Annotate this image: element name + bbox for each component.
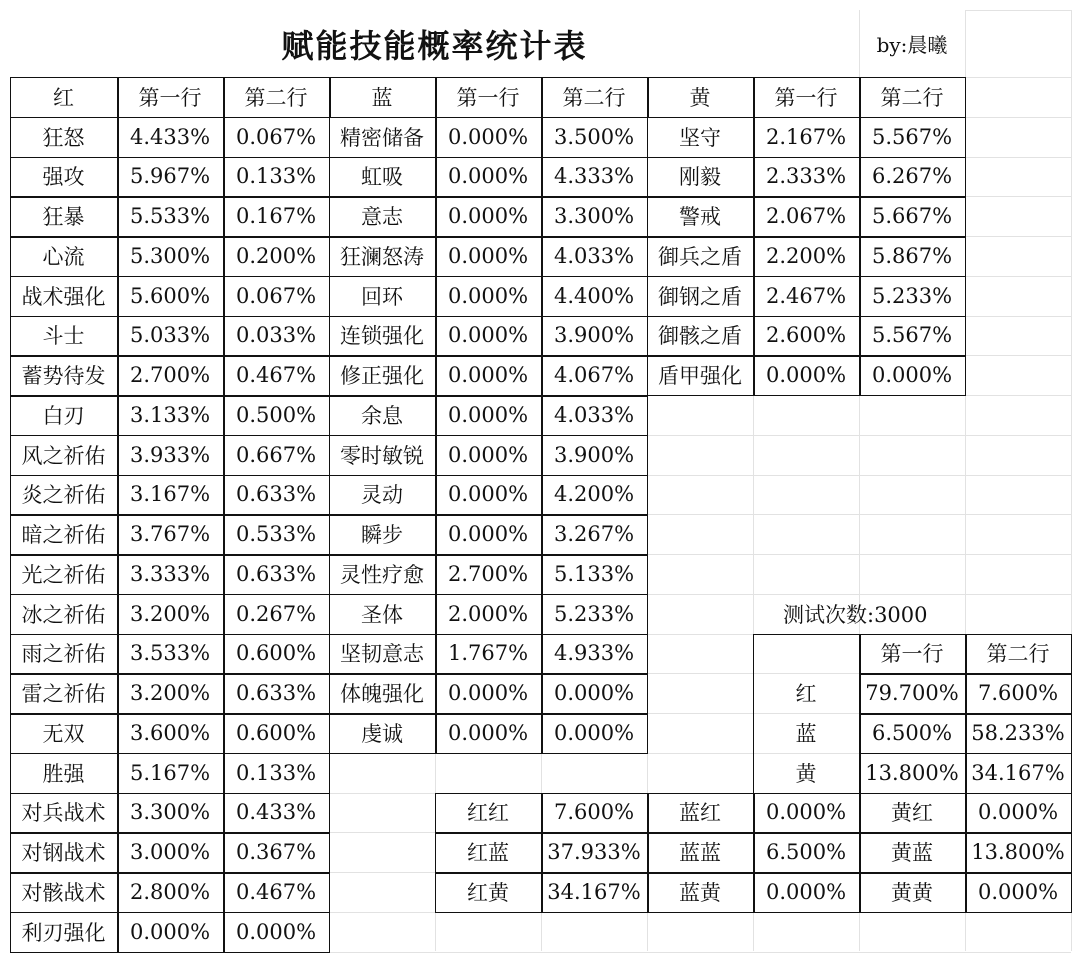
- red-skill-row2: 0.467%: [235, 363, 317, 388]
- yellow-skill-row2: 5.667%: [871, 204, 953, 229]
- cell-border: [329, 713, 647, 715]
- red-skill-row1: 5.167%: [129, 760, 211, 785]
- blue-skill-name: 连锁强化: [340, 324, 424, 349]
- combo-value: 0.000%: [765, 800, 847, 825]
- blue-skill-row1: 0.000%: [447, 363, 529, 388]
- blue-skill-row2: 3.267%: [553, 522, 635, 547]
- red-skill-row1: 5.967%: [129, 164, 211, 189]
- blue-skill-row2: 4.033%: [553, 243, 635, 268]
- cell-border: [753, 77, 755, 117]
- red-skill-row2: 0.633%: [235, 561, 317, 586]
- header-yellow: 黄: [689, 85, 711, 110]
- blue-skill-row2: 3.900%: [553, 442, 635, 467]
- summary-row1: 13.800%: [865, 760, 959, 785]
- cell-border: [647, 276, 965, 278]
- red-skill-row1: 3.200%: [129, 681, 211, 706]
- red-skill-name: 斗士: [42, 324, 85, 349]
- cell-border: [435, 77, 437, 117]
- blue-skill-row1: 0.000%: [447, 402, 529, 427]
- red-skill-name: 雷之祈佑: [21, 682, 106, 707]
- cell-border: [541, 793, 543, 912]
- red-skill-name: 冰之祈佑: [21, 602, 106, 627]
- red-skill-row1: 3.167%: [129, 482, 211, 507]
- red-skill-row2: 0.500%: [235, 402, 317, 427]
- combo-value: 0.000%: [977, 879, 1059, 904]
- combo-value: 34.167%: [547, 879, 641, 904]
- header-yellow-row1: 第一行: [774, 85, 838, 110]
- author-label: by:晨曦: [859, 10, 965, 77]
- combo-value: 0.000%: [977, 800, 1059, 825]
- cell-border: [859, 793, 861, 912]
- red-skill-row1: 5.300%: [129, 243, 211, 268]
- red-skill-row2: 0.200%: [235, 243, 317, 268]
- blue-skill-row1: 1.767%: [447, 641, 529, 666]
- red-skill-row2: 0.367%: [235, 840, 317, 865]
- summary-row1: 79.700%: [865, 681, 959, 706]
- red-skill-row2: 0.133%: [235, 164, 317, 189]
- blue-skill-row1: 0.000%: [447, 124, 529, 149]
- header-blue-row1: 第一行: [456, 85, 520, 110]
- cell-border: [10, 634, 329, 636]
- red-skill-name: 强攻: [42, 165, 85, 190]
- cell-border: [117, 117, 119, 952]
- table-border: [647, 117, 966, 396]
- red-skill-name: 利刃强化: [21, 920, 106, 945]
- yellow-skill-row2: 5.567%: [871, 124, 953, 149]
- red-skill-row2: 0.133%: [235, 760, 317, 785]
- red-skill-row2: 0.600%: [235, 720, 317, 745]
- combo-label: 黄黄: [891, 880, 933, 905]
- red-skill-row1: 3.200%: [129, 601, 211, 626]
- combo-value: 6.500%: [765, 840, 847, 865]
- blue-skill-row2: 4.033%: [553, 402, 635, 427]
- blue-skill-row2: 0.000%: [553, 720, 635, 745]
- blue-skill-row1: 0.000%: [447, 522, 529, 547]
- red-skill-row1: 5.533%: [129, 204, 211, 229]
- blue-skill-name: 瞬步: [361, 523, 403, 548]
- summary-row2: 58.233%: [971, 720, 1065, 745]
- red-skill-row1: 5.600%: [129, 283, 211, 308]
- blue-skill-row2: 3.300%: [553, 204, 635, 229]
- blue-skill-row1: 2.700%: [447, 561, 529, 586]
- red-skill-row2: 0.267%: [235, 601, 317, 626]
- yellow-skill-name: 盾甲强化: [658, 364, 742, 389]
- cell-border: [10, 793, 329, 795]
- cell-border: [329, 157, 647, 159]
- red-skill-row1: 3.333%: [129, 561, 211, 586]
- cell-border: [647, 157, 965, 159]
- red-skill-row1: 3.533%: [129, 641, 211, 666]
- cell-border: [10, 514, 329, 516]
- blue-skill-row1: 0.000%: [447, 442, 529, 467]
- blue-skill-row2: 3.900%: [553, 323, 635, 348]
- header-red: 红: [53, 85, 74, 110]
- cell-border: [10, 832, 329, 834]
- summary-color: 红: [795, 682, 817, 707]
- blue-skill-name: 零时敏锐: [340, 443, 424, 468]
- red-skill-row1: 3.000%: [129, 840, 211, 865]
- cell-border: [435, 832, 1071, 834]
- cell-border: [329, 236, 647, 238]
- cell-border: [859, 77, 861, 117]
- cell-border: [753, 117, 755, 395]
- cell-border: [859, 753, 1071, 755]
- cell-border: [859, 117, 861, 395]
- cell-border: [10, 713, 329, 715]
- cell-border: [329, 475, 647, 477]
- test-count-label: 测试次数:3000: [783, 602, 928, 627]
- combo-value: 7.600%: [553, 800, 635, 825]
- blue-skill-row1: 0.000%: [447, 323, 529, 348]
- cell-border: [647, 793, 649, 912]
- combo-value: 0.000%: [765, 879, 847, 904]
- blue-skill-name: 体魄强化: [340, 682, 424, 707]
- combo-label: 红黄: [467, 880, 509, 905]
- cell-border: [329, 514, 647, 516]
- cell-border: [647, 316, 965, 318]
- red-skill-row2: 0.533%: [235, 522, 317, 547]
- red-skill-row2: 0.033%: [235, 323, 317, 348]
- blue-skill-row1: 2.000%: [447, 601, 529, 626]
- cell-border: [10, 912, 329, 914]
- red-skill-row2: 0.433%: [235, 800, 317, 825]
- table-border: [10, 77, 966, 118]
- cell-border: [329, 634, 647, 636]
- red-skill-name: 狂暴: [42, 205, 85, 230]
- cell-border: [329, 673, 647, 675]
- red-skill-row1: 4.433%: [129, 124, 211, 149]
- yellow-skill-row1: 2.067%: [765, 204, 847, 229]
- yellow-skill-row1: 2.167%: [765, 124, 847, 149]
- blue-skill-row2: 0.000%: [553, 681, 635, 706]
- yellow-skill-name: 警戒: [679, 205, 721, 230]
- combo-value: 37.933%: [547, 840, 641, 865]
- blue-skill-row1: 0.000%: [447, 164, 529, 189]
- cell-border: [10, 435, 329, 437]
- red-skill-row2: 0.167%: [235, 204, 317, 229]
- red-skill-name: 无双: [42, 721, 85, 746]
- red-skill-name: 白刃: [42, 403, 85, 428]
- red-skill-row1: 3.933%: [129, 442, 211, 467]
- cell-border: [329, 276, 647, 278]
- yellow-skill-row1: 2.600%: [765, 323, 847, 348]
- red-skill-row1: 3.300%: [129, 800, 211, 825]
- cell-border: [859, 713, 1071, 715]
- cell-border: [859, 673, 1071, 675]
- blue-skill-row1: 0.000%: [447, 720, 529, 745]
- cell-border: [965, 793, 967, 912]
- red-skill-name: 狂怒: [42, 125, 85, 150]
- blue-skill-row2: 4.333%: [553, 164, 635, 189]
- red-skill-row2: 0.600%: [235, 641, 317, 666]
- table-border: [10, 117, 330, 953]
- summary-header-row2: 第二行: [986, 642, 1050, 667]
- cell-border: [647, 236, 965, 238]
- header-blue-row2: 第二行: [562, 85, 626, 110]
- combo-label: 黄红: [891, 801, 933, 826]
- red-skill-row1: 5.033%: [129, 323, 211, 348]
- cell-border: [647, 196, 965, 198]
- cell-border: [117, 77, 119, 117]
- cell-border: [223, 117, 225, 952]
- summary-row1: 6.500%: [871, 720, 953, 745]
- red-skill-name: 暗之祈佑: [21, 523, 106, 548]
- red-skill-row2: 0.467%: [235, 879, 317, 904]
- blue-skill-name: 回环: [361, 284, 403, 309]
- combo-label: 蓝蓝: [679, 841, 721, 866]
- summary-color: 黄: [795, 761, 817, 786]
- summary-row2: 34.167%: [971, 760, 1065, 785]
- red-skill-row1: 3.600%: [129, 720, 211, 745]
- red-skill-row1: 3.133%: [129, 402, 211, 427]
- red-skill-name: 对骸战术: [21, 880, 106, 905]
- cell-border: [329, 594, 647, 596]
- cell-border: [329, 355, 647, 357]
- blue-skill-name: 灵性疗愈: [340, 562, 424, 587]
- cell-border: [329, 395, 647, 397]
- red-skill-row1: 3.767%: [129, 522, 211, 547]
- yellow-skill-name: 坚守: [679, 125, 721, 150]
- red-skill-row2: 0.000%: [235, 919, 317, 944]
- yellow-skill-name: 御兵之盾: [658, 244, 742, 269]
- yellow-skill-row1: 0.000%: [765, 363, 847, 388]
- yellow-skill-row2: 6.267%: [871, 164, 953, 189]
- header-red-row1: 第一行: [138, 85, 202, 110]
- red-skill-name: 光之祈佑: [21, 562, 106, 587]
- summary-row2: 7.600%: [977, 681, 1059, 706]
- cell-border: [647, 355, 965, 357]
- combo-label: 红红: [467, 801, 509, 826]
- red-skill-name: 对兵战术: [21, 801, 106, 826]
- page-title: 赋能技能概率统计表: [10, 10, 859, 77]
- header-blue: 蓝: [371, 85, 393, 110]
- blue-skill-row2: 4.200%: [553, 482, 635, 507]
- cell-border: [10, 753, 329, 755]
- cell-border: [10, 395, 329, 397]
- red-skill-name: 战术强化: [21, 284, 106, 309]
- blue-skill-name: 灵动: [361, 483, 403, 508]
- red-skill-name: 胜强: [42, 761, 85, 786]
- yellow-skill-name: 御钢之盾: [658, 284, 742, 309]
- yellow-skill-row2: 5.567%: [871, 323, 953, 348]
- summary-header-row1: 第一行: [880, 642, 944, 667]
- red-skill-row2: 0.067%: [235, 283, 317, 308]
- blue-skill-row2: 4.067%: [553, 363, 635, 388]
- cell-border: [223, 77, 225, 117]
- gridline: [859, 10, 860, 77]
- cell-border: [10, 355, 329, 357]
- blue-skill-name: 余息: [361, 403, 403, 428]
- blue-skill-row2: 5.133%: [553, 561, 635, 586]
- blue-skill-name: 虔诚: [361, 721, 403, 746]
- red-skill-name: 蓄势待发: [21, 364, 106, 389]
- yellow-skill-name: 御骸之盾: [658, 324, 742, 349]
- yellow-skill-row1: 2.200%: [765, 243, 847, 268]
- blue-skill-row1: 0.000%: [447, 482, 529, 507]
- red-skill-row2: 0.667%: [235, 442, 317, 467]
- blue-skill-row1: 0.000%: [447, 243, 529, 268]
- blue-skill-name: 狂澜怒涛: [340, 244, 424, 269]
- red-skill-row2: 0.633%: [235, 482, 317, 507]
- cell-border: [647, 77, 649, 117]
- blue-skill-name: 坚韧意志: [340, 642, 424, 667]
- cell-border: [10, 554, 329, 556]
- cell-border: [10, 276, 329, 278]
- blue-skill-name: 修正强化: [340, 364, 424, 389]
- cell-border: [10, 196, 329, 198]
- cell-border: [329, 77, 331, 117]
- blue-skill-row2: 3.500%: [553, 124, 635, 149]
- combo-label: 红蓝: [467, 841, 509, 866]
- summary-color: 蓝: [795, 721, 817, 746]
- cell-border: [10, 157, 329, 159]
- blue-skill-name: 圣体: [361, 602, 403, 627]
- yellow-skill-row1: 2.467%: [765, 283, 847, 308]
- yellow-skill-row1: 2.333%: [765, 164, 847, 189]
- cell-border: [753, 793, 755, 912]
- blue-skill-row2: 4.400%: [553, 283, 635, 308]
- red-skill-name: 心流: [42, 244, 85, 269]
- blue-skill-name: 虹吸: [361, 165, 403, 190]
- blue-skill-row2: 5.233%: [553, 601, 635, 626]
- cell-border: [10, 475, 329, 477]
- blue-skill-row1: 0.000%: [447, 681, 529, 706]
- combo-value: 13.800%: [971, 840, 1065, 865]
- cell-border: [329, 196, 647, 198]
- header-yellow-row2: 第二行: [880, 85, 944, 110]
- yellow-skill-name: 刚毅: [679, 165, 721, 190]
- blue-skill-row1: 0.000%: [447, 204, 529, 229]
- cell-border: [435, 872, 1071, 874]
- red-skill-name: 炎之祈佑: [21, 483, 106, 508]
- blue-skill-row1: 0.000%: [447, 283, 529, 308]
- red-skill-row2: 0.067%: [235, 124, 317, 149]
- yellow-skill-row2: 0.000%: [871, 363, 953, 388]
- red-skill-name: 雨之祈佑: [21, 642, 106, 667]
- red-skill-row1: 2.700%: [129, 363, 211, 388]
- combo-label: 黄蓝: [891, 841, 933, 866]
- red-skill-row1: 2.800%: [129, 879, 211, 904]
- red-skill-row2: 0.633%: [235, 681, 317, 706]
- red-skill-name: 对钢战术: [21, 841, 106, 866]
- combo-label: 蓝红: [679, 801, 721, 826]
- header-red-row2: 第二行: [244, 85, 308, 110]
- blue-skill-row2: 4.933%: [553, 641, 635, 666]
- cell-border: [10, 236, 329, 238]
- cell-border: [10, 673, 329, 675]
- cell-border: [10, 316, 329, 318]
- combo-label: 蓝黄: [679, 880, 721, 905]
- blue-skill-name: 意志: [361, 205, 403, 230]
- cell-border: [541, 77, 543, 117]
- red-skill-name: 风之祈佑: [21, 443, 106, 468]
- cell-border: [329, 554, 647, 556]
- yellow-skill-row2: 5.233%: [871, 283, 953, 308]
- blue-skill-name: 精密储备: [340, 125, 424, 150]
- red-skill-row1: 0.000%: [129, 919, 211, 944]
- cell-border: [329, 435, 647, 437]
- cell-border: [329, 316, 647, 318]
- cell-border: [10, 872, 329, 874]
- yellow-skill-row2: 5.867%: [871, 243, 953, 268]
- cell-border: [10, 594, 329, 596]
